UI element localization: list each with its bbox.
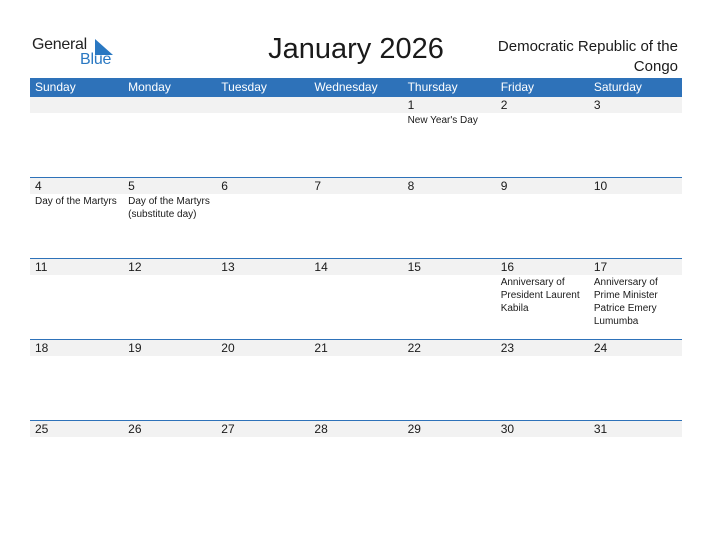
week-row-2: [30, 177, 682, 258]
day-cell: [496, 340, 589, 420]
day-cell: [30, 178, 123, 258]
holiday-label: [309, 356, 402, 357]
day-number: 6: [216, 178, 309, 194]
holiday-label: [496, 356, 589, 357]
holiday-label: [309, 194, 402, 195]
day-number: 5: [123, 178, 216, 194]
holiday-label: [589, 194, 682, 195]
day-number: 17: [589, 259, 682, 275]
logo-general-text: General: [32, 36, 87, 53]
holiday-label: [216, 275, 309, 276]
calendar-title: January 2026: [268, 33, 444, 65]
holiday-label: New Year's Day: [407, 115, 478, 126]
day-cell: [216, 259, 309, 339]
day-cell: [123, 178, 216, 258]
day-number: 21: [309, 340, 402, 356]
day-number: 23: [496, 340, 589, 356]
holiday-label: [589, 437, 682, 438]
day-cell: [30, 340, 123, 420]
weekday-header: [30, 78, 682, 97]
holiday-label: [216, 113, 309, 114]
holiday-label: [123, 437, 216, 438]
holiday-label: [403, 356, 496, 357]
holiday-label: [496, 194, 589, 195]
holiday-label: [589, 113, 682, 114]
weekday-monday: Monday: [128, 80, 171, 94]
day-number: 28: [309, 421, 402, 437]
day-cell: [309, 421, 402, 501]
day-cell: [589, 259, 682, 339]
day-cell: [216, 421, 309, 501]
day-cell: [30, 421, 123, 501]
holiday-label: [403, 275, 496, 276]
holiday-label: [216, 437, 309, 438]
day-number: 2: [496, 97, 589, 113]
weekday-thursday: Thursday: [407, 80, 458, 94]
day-number: 24: [589, 340, 682, 356]
day-number: 14: [309, 259, 402, 275]
day-cell: [123, 421, 216, 501]
day-cell: [589, 97, 682, 177]
holiday-label: [30, 113, 123, 114]
day-number: 19: [123, 340, 216, 356]
day-cell: [216, 178, 309, 258]
day-cell: [216, 97, 309, 177]
day-number: 15: [403, 259, 496, 275]
day-number: 9: [496, 178, 589, 194]
day-cell: [496, 97, 589, 177]
day-number: 22: [403, 340, 496, 356]
holiday-label: Day of the Martyrs (substitute day): [128, 196, 210, 220]
day-number: 1: [403, 97, 496, 113]
holiday-label: Anniversary of Prime Minister Patrice Emery Lumumba: [593, 277, 658, 327]
weekday-tuesday: Tuesday: [221, 80, 267, 94]
day-cell: [403, 178, 496, 258]
day-cell: [309, 97, 402, 177]
holiday-label: [123, 275, 216, 276]
weekday-friday: Friday: [500, 80, 535, 94]
day-cell: [589, 178, 682, 258]
weekday-saturday: Saturday: [593, 80, 642, 94]
day-number: 29: [403, 421, 496, 437]
day-number: [123, 97, 216, 113]
logo-blue-text: Blue: [80, 51, 112, 68]
holiday-label: [216, 194, 309, 195]
holiday-label: [30, 356, 123, 357]
day-cell: [309, 259, 402, 339]
day-cell: [496, 421, 589, 501]
day-number: 30: [496, 421, 589, 437]
day-cell: [496, 259, 589, 339]
day-number: 18: [30, 340, 123, 356]
day-number: 12: [123, 259, 216, 275]
day-number: 3: [589, 97, 682, 113]
holiday-label: [309, 275, 402, 276]
day-cell: [123, 97, 216, 177]
weekday-sunday: Sunday: [35, 80, 76, 94]
day-number: 11: [30, 259, 123, 275]
day-number: 20: [216, 340, 309, 356]
day-number: [30, 97, 123, 113]
holiday-label: [123, 356, 216, 357]
weekday-wednesday: Wednesday: [314, 80, 378, 94]
holiday-label: [403, 194, 496, 195]
country-name: Democratic Republic of the Congo: [497, 38, 678, 75]
day-number: 31: [589, 421, 682, 437]
day-cell: [30, 259, 123, 339]
holiday-label: [496, 113, 589, 114]
day-number: 7: [309, 178, 402, 194]
day-number: 27: [216, 421, 309, 437]
holiday-label: [30, 437, 123, 438]
day-number: 26: [123, 421, 216, 437]
day-cell: [216, 340, 309, 420]
week-row-1: [30, 97, 682, 177]
week-row-5: [30, 420, 682, 501]
day-number: 16: [496, 259, 589, 275]
day-number: 4: [30, 178, 123, 194]
day-number: 25: [30, 421, 123, 437]
day-cell: [589, 421, 682, 501]
day-cell: [309, 340, 402, 420]
day-cell: [123, 259, 216, 339]
week-row-3: [30, 258, 682, 339]
day-cell: [403, 259, 496, 339]
day-cell: [123, 340, 216, 420]
day-number: [216, 97, 309, 113]
day-number: 13: [216, 259, 309, 275]
holiday-label: Day of the Martyrs: [35, 196, 117, 207]
day-number: 10: [589, 178, 682, 194]
day-number: [309, 97, 402, 113]
day-cell: [403, 97, 496, 177]
day-cell: [403, 340, 496, 420]
holiday-label: [309, 113, 402, 114]
week-row-4: [30, 339, 682, 420]
holiday-label: [123, 113, 216, 114]
day-cell: [309, 178, 402, 258]
holiday-label: [589, 356, 682, 357]
day-cell: [403, 421, 496, 501]
day-cell: [496, 178, 589, 258]
day-cell: [30, 97, 123, 177]
day-cell: [589, 340, 682, 420]
holiday-label: [403, 437, 496, 438]
holiday-label: [309, 437, 402, 438]
holiday-label: Anniversary of President Laurent Kabila: [500, 277, 580, 314]
holiday-label: [30, 275, 123, 276]
day-number: 8: [403, 178, 496, 194]
holiday-label: [216, 356, 309, 357]
holiday-label: [496, 437, 589, 438]
